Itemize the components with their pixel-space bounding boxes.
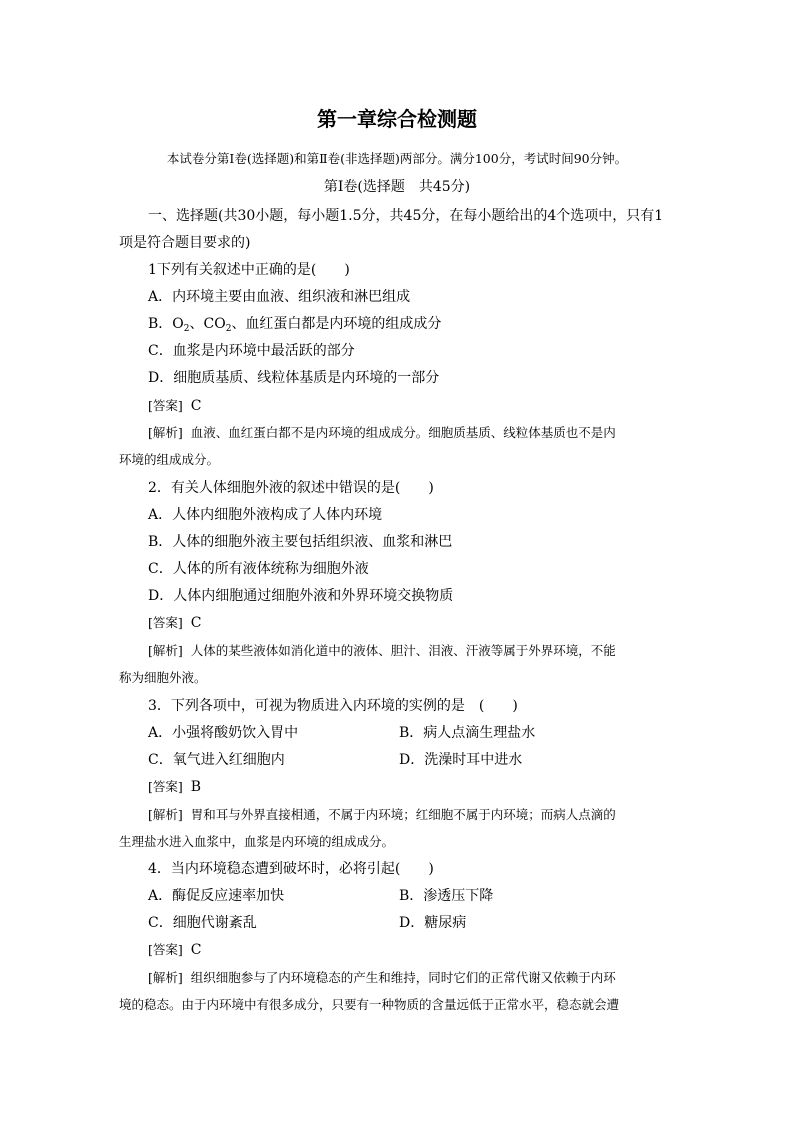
q4-answer-value: C: [190, 942, 202, 958]
q3-analysis-line-2: 生理盐水进入血浆中，血浆是内环境的组成成分。: [119, 834, 395, 849]
q1-analysis-line-1: [148, 424, 616, 442]
q4-option-a: A．酶促反应速率加快: [148, 888, 285, 904]
analysis-tag: [解析]: [148, 425, 183, 440]
q1-option-d: D．细胞质基质、线粒体基质是内环境的一部分: [148, 370, 440, 386]
answer-tag: [答案]: [148, 779, 183, 794]
section-heading: 第Ⅰ卷(选择题 共45分): [323, 179, 471, 195]
exam-intro: 本试卷分第Ⅰ卷(选择题)和第Ⅱ卷(非选择题)两部分。满分100分，考试时间90分钟。: [166, 151, 628, 166]
q1-answer-value: C: [190, 398, 202, 414]
q4-option-d: D．糖尿病: [399, 915, 467, 931]
q4-stem: 4．当内环境稳态遭到破坏时，必将引起( ): [148, 861, 434, 877]
q3-option-b: B．病人点滴生理盐水: [399, 725, 536, 741]
analysis-tag: [解析]: [148, 643, 183, 658]
q1-option-a: A．内环境主要由血液、组织液和淋巴组成: [148, 289, 411, 305]
q2-stem: 2．有关人体细胞外液的叙述中错误的是( ): [148, 480, 434, 496]
q1-option-b-prefix: B．O: [148, 316, 184, 332]
q1-stem: 1下列有关叙述中正确的是( ): [148, 262, 350, 278]
q1-option-b-sub2: 2: [225, 324, 232, 334]
q4-answer: [148, 941, 201, 959]
analysis-tag: [解析]: [148, 970, 183, 985]
q1-answer: [148, 397, 201, 415]
analysis-tag: [解析]: [148, 807, 183, 822]
q3-option-a: A．小强将酸奶饮入胃中: [148, 725, 299, 741]
q2-analysis-line-1: [148, 642, 616, 660]
answer-tag: [答案]: [148, 615, 183, 630]
page-title: 第一章综合检测题: [317, 107, 477, 131]
q3-analysis-text-1: 胃和耳与外界直接相通，不属于内环境；红细胞不属于内环境；而病人点滴的: [190, 807, 616, 822]
q1-option-b-mid: 、CO: [189, 316, 226, 332]
q1-analysis-line-2: 环境的组成成分。: [119, 452, 220, 467]
q2-analysis-line-2: 称为细胞外液。: [119, 670, 207, 685]
q2-option-a: A．人体内细胞外液构成了人体内环境: [148, 507, 383, 523]
answer-tag: [答案]: [148, 942, 183, 957]
q2-option-b: B．人体的细胞外液主要包括组织液、血浆和淋巴: [148, 534, 453, 550]
q1-option-c: C．血浆是内环境中最活跃的部分: [148, 343, 355, 359]
q1-option-b-rest: 、血红蛋白都是内环境的组成成分: [231, 316, 442, 332]
answer-tag: [答案]: [148, 398, 183, 413]
q4-analysis-line-1: [148, 969, 616, 987]
q3-option-c: C．氧气进入红细胞内: [148, 752, 285, 768]
q4-option-c: C．细胞代谢紊乱: [148, 915, 257, 931]
q2-answer-value: C: [190, 615, 202, 631]
q4-analysis-text-1: 组织细胞参与了内环境稳态的产生和维持，同时它们的正常代谢又依赖于内环: [190, 970, 616, 985]
q3-option-d: D．洗澡时耳中进水: [399, 752, 523, 768]
instruction-line-1: 一、选择题(共30小题，每小题1.5分，共45分，在每小题给出的4个选项中，只有1: [148, 208, 664, 224]
q1-option-b-sub1: 2: [183, 324, 190, 334]
q4-option-b: B．渗透压下降: [399, 888, 494, 904]
q1-option-b: [148, 315, 441, 338]
q2-option-d: D．人体内细胞通过细胞外液和外界环境交换物质: [148, 588, 454, 604]
q2-analysis-text-1: 人体的某些液体如消化道中的液体、胆汁、泪液、汗液等属于外界环境，不能: [190, 643, 616, 658]
q1-analysis-text-1: 血液、血红蛋白都不是内环境的组成成分。细胞质基质、线粒体基质也不是内: [190, 425, 616, 440]
q3-answer-value: B: [190, 779, 202, 795]
q3-answer: [148, 778, 201, 796]
q2-answer: [148, 614, 201, 632]
q2-option-c: C．人体的所有液体统称为细胞外液: [148, 561, 369, 577]
q3-stem: 3．下列各项中，可视为物质进入内环境的实例的是 ( ): [148, 698, 518, 714]
instruction-line-2: 项是符合题目要求的): [119, 235, 251, 251]
q3-analysis-line-1: [148, 806, 616, 824]
q4-analysis-line-2: 境的稳态。由于内环境中有很多成分，只要有一种物质的含量远低于正常水平，稳态就会遭: [119, 997, 620, 1012]
